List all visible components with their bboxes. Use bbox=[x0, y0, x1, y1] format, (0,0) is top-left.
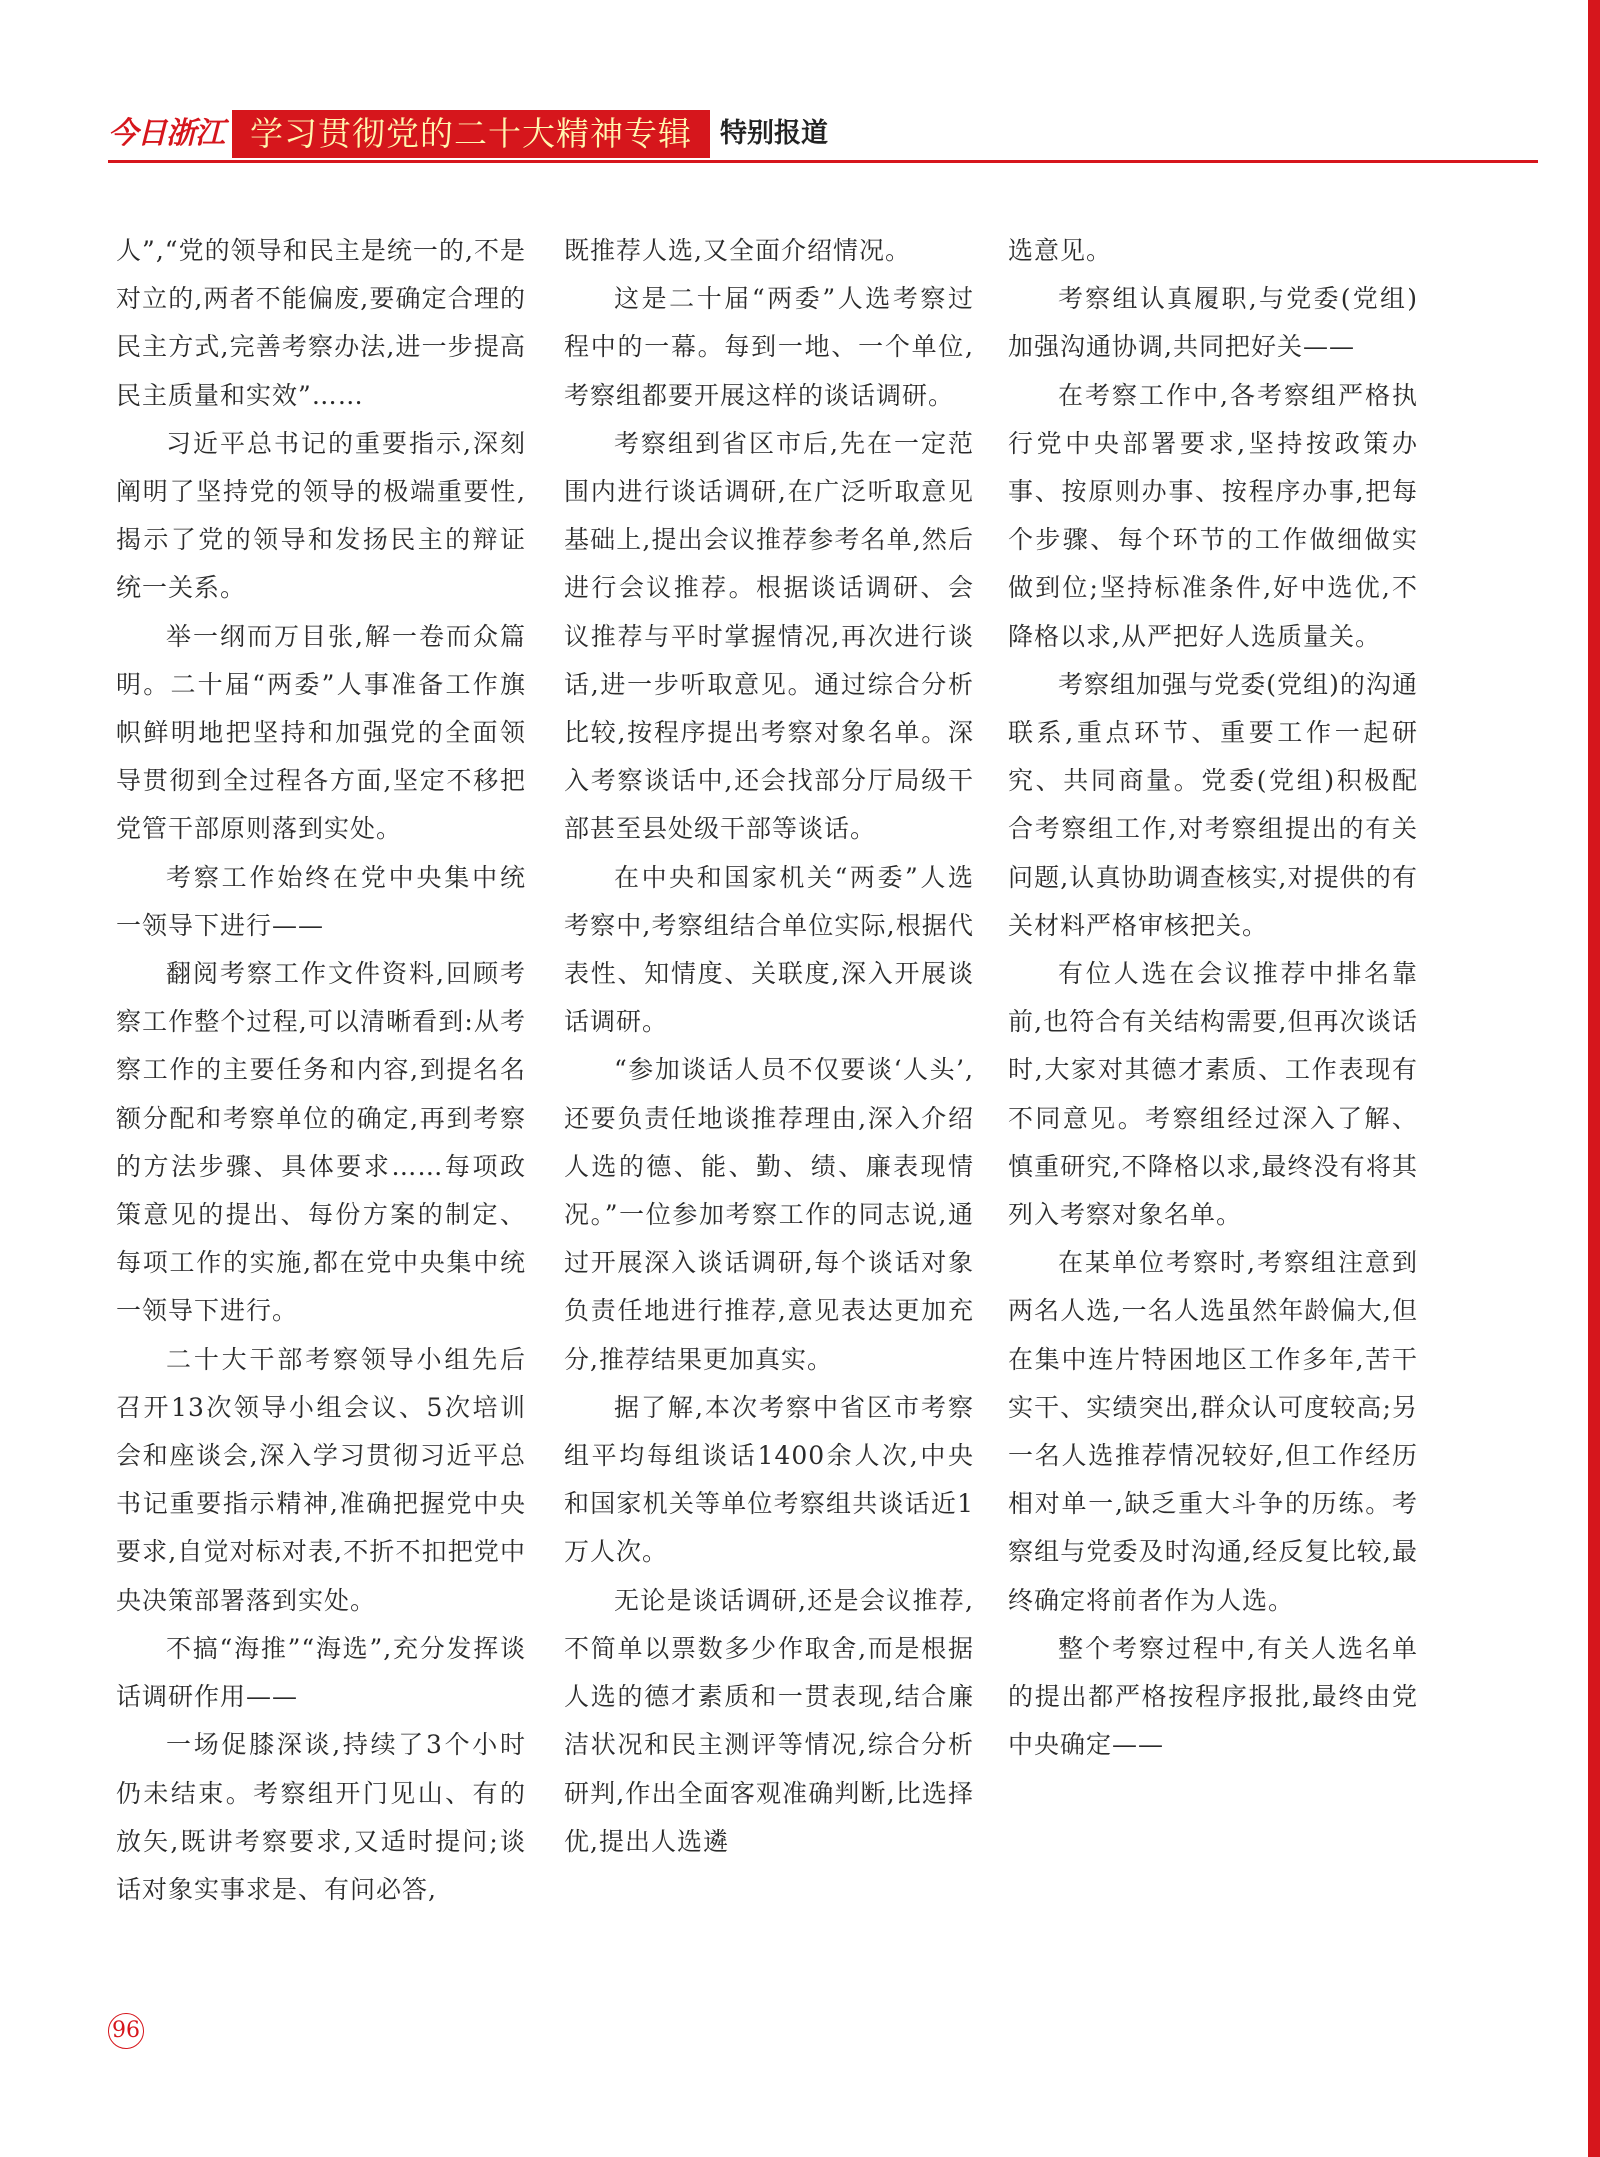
article-column-3 bbox=[1008, 227, 1418, 1770]
paragraph: 在考察工作中,各考察组严格执行党中央部署要求,坚持按政策办事、按原则办事、按程序办事,把每个步骤、每个环节的工作做细做实做到位;坚持标准条件,好中选优,不降格以求,从严把好人选质量关。 bbox=[1008, 380, 1418, 651]
magazine-logo: 今日浙江 bbox=[108, 116, 224, 151]
article-column-2 bbox=[564, 227, 974, 1866]
paragraph: “参加谈话人员不仅要谈‘人头’,还要负责任地谈推荐理由,深入介绍人选的德、能、勤、绩、廉表现情况。”一位参加考察工作的同志说,通过开展深入谈话调研,每个谈话对象负责任地进行推荐,意见表达更加充分,推荐结果更加真实。 bbox=[564, 1055, 974, 1374]
page-header bbox=[108, 110, 1538, 158]
paragraph: 据了解,本次考察中省区市考察组平均每组谈话1400余人次,中央和国家机关等单位考察组共谈话近1万人次。 bbox=[564, 1392, 974, 1567]
paragraph: 翻阅考察工作文件资料,回顾考察工作整个过程,可以清晰看到:从考察工作的主要任务和内容,到提名名额分配和考察单位的确定,再到考察的方法步骤、具体要求……每项政策意见的提出、每份方案的制定、每项工作的实施,都在党中央集中统一领导下进行。 bbox=[116, 959, 526, 1326]
paragraph: 有位人选在会议推荐中排名靠前,也符合有关结构需要,但再次谈话时,大家对其德才素质、工作表现有不同意见。考察组经过深入了解、慎重研究,不降格以求,最终没有将其列入考察对象名单。 bbox=[1008, 959, 1418, 1230]
paragraph: 人”,“党的领导和民主是统一的,不是对立的,两者不能偏废,要确定合理的民主方式,完善考察办法,进一步提高民主质量和实效”…… bbox=[116, 236, 526, 410]
paragraph: 不搞“海推”“海选”,充分发挥谈话调研作用—— bbox=[116, 1633, 526, 1712]
header-rule bbox=[108, 160, 1538, 163]
paragraph: 二十大干部考察领导小组先后召开13次领导小组会议、5次培训会和座谈会,深入学习贯彻习近平总书记重要指示精神,准确把握党中央要求,自觉对标对表,不折不扣把党中央决策部署落到实处。 bbox=[116, 1344, 526, 1615]
paragraph: 无论是谈话调研,还是会议推荐,不简单以票数多少作取舍,而是根据人选的德才素质和一贯表现,结合廉洁状况和民主测评等情况,综合分析研判,作出全面客观准确判断,比选择优,提出人选遴 bbox=[564, 1585, 974, 1856]
paragraph: 考察工作始终在党中央集中统一领导下进行—— bbox=[116, 862, 526, 940]
paragraph: 在中央和国家机关“两委”人选考察中,考察组结合单位实际,根据代表性、知情度、关联度,深入开展谈话调研。 bbox=[564, 862, 974, 1037]
article-column-1 bbox=[116, 227, 526, 1914]
paragraph: 这是二十届“两委”人选考察过程中的一幕。每到一地、一个单位,考察组都要开展这样的谈话调研。 bbox=[564, 284, 974, 410]
red-edge-bar bbox=[1588, 0, 1600, 2157]
section-label: 特别报道 bbox=[720, 118, 828, 149]
paragraph: 考察组认真履职,与党委(党组)加强沟通协调,共同把好关—— bbox=[1008, 284, 1418, 362]
paragraph: 在某单位考察时,考察组注意到两名人选,一名人选虽然年龄偏大,但在集中连片特困地区工作多年,苦干实干、实绩突出,群众认可度较高;另一名人选推荐情况较好,但工作经历相对单一,缺乏重大斗争的历练。考察组与党委及时沟通,经反复比较,最终确定将前者作为人选。 bbox=[1008, 1248, 1418, 1615]
paragraph: 整个考察过程中,有关人选名单的提出都严格按程序报批,最终由党中央确定—— bbox=[1008, 1633, 1418, 1760]
page-number: 96 bbox=[108, 2013, 144, 2049]
paragraph: 一场促膝深谈,持续了3个小时仍未结束。考察组开门见山、有的放矢,既讲考察要求,又适时提问;谈话对象实事求是、有问必答, bbox=[116, 1730, 526, 1904]
paragraph: 考察组到省区市后,先在一定范围内进行谈话调研,在广泛听取意见基础上,提出会议推荐参考名单,然后进行会议推荐。根据谈话调研、会议推荐与平时掌握情况,再次进行谈话,进一步听取意见。通过综合分析比较,按程序提出考察对象名单。深入考察谈话中,还会找部分厅局级干部甚至县处级干部等谈话。 bbox=[564, 428, 974, 844]
paragraph: 既推荐人选,又全面介绍情况。 bbox=[564, 236, 911, 265]
paragraph: 举一纲而万目张,解一卷而众篇明。二十届“两委”人事准备工作旗帜鲜明地把坚持和加强党的全面领导贯彻到全过程各方面,坚定不移把党管干部原则落到实处。 bbox=[116, 621, 526, 844]
paragraph: 选意见。 bbox=[1008, 236, 1113, 265]
paragraph: 考察组加强与党委(党组)的沟通联系,重点环节、重要工作一起研究、共同商量。党委(党组)积极配合考察组工作,对考察组提出的有关问题,认真协助调查核实,对提供的有关材料严格审核把关。 bbox=[1008, 669, 1418, 940]
special-issue-banner: 学习贯彻党的二十大精神专辑 bbox=[232, 110, 710, 158]
paragraph: 习近平总书记的重要指示,深刻阐明了坚持党的领导的极端重要性,揭示了党的领导和发扬民主的辩证统一关系。 bbox=[116, 428, 526, 603]
